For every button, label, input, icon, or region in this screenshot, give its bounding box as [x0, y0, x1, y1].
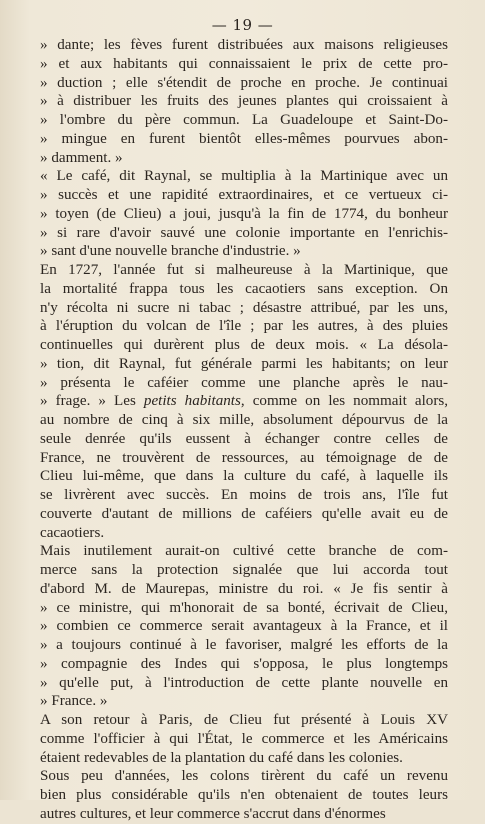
text-line: » si rare d'avoir sauvé une colonie importante en l'enrichis-	[40, 224, 448, 241]
text-line: » présenta le caféier comme une planche après le nau-	[40, 374, 448, 391]
page-number: — 19 —	[211, 16, 274, 34]
text-line: » l'ombre du père commun. La Guadeloupe et Saint-Do-	[40, 112, 448, 128]
text-line: » succès et une rapidité extraordinaires, et ce vertueux ci-	[40, 187, 448, 203]
text-line: la mortalité frappa tous les cacaotiers sans exception. On	[40, 280, 448, 297]
text-line: n'y récolta ni sucre ni tabac ; désastre attribué, par les uns,	[40, 299, 448, 316]
text-line: » à distribuer les fruits des jeunes plantes qui croissaient à	[40, 93, 448, 110]
text-line: bien plus considérable qu'ils n'en obtenaient de toutes leurs	[40, 787, 448, 803]
paragraph	[40, 711, 448, 767]
paragraph	[40, 167, 448, 261]
text-line: se livrèrent avec succès. En moins de trois ans, l'île fut	[40, 487, 448, 503]
text-line: » damment. »	[40, 149, 123, 166]
paragraph	[40, 542, 448, 711]
paragraph	[40, 36, 448, 167]
paragraph	[40, 767, 448, 823]
text-line: En 1727, l'année fut si malheureuse à la Martinique, que	[40, 262, 448, 278]
text-line: France, ne trouvèrent de ressources, au témoignage de de	[40, 449, 448, 466]
text-line: autres cultures, et leur commerce s'accrut dans d'énormes	[40, 805, 386, 822]
text-line: » mingue en furent bientôt elles-mêmes pourvues abon-	[40, 130, 448, 147]
text-line: cacaotiers.	[40, 524, 105, 541]
text-line: seule denrée qu'ils eussent à échanger contre celles de	[40, 430, 448, 447]
text-line: A son retour à Paris, de Clieu fut présenté à Louis XV	[40, 712, 448, 728]
text-line: couverte d'autant de millions de caféiers qu'elle avait eu de	[40, 505, 448, 522]
text-line: » France. »	[40, 693, 108, 710]
text-line: » duction ; elle s'étendit de proche en proche. Je continuai	[40, 74, 448, 91]
paragraph	[40, 261, 448, 542]
text-line: » dante; les fèves furent distribuées aux maisons religieuses	[40, 37, 448, 53]
text-line: » compagnie des Indes qui s'opposa, le plus longtemps	[40, 655, 448, 672]
text-line: d'abord M. de Maurepas, ministre du roi. « Je fis sentir à	[40, 580, 448, 597]
body-text	[40, 36, 448, 824]
text-line: Clieu lui-même, que dans la culture du café, à laquelle ils	[40, 468, 448, 485]
text-line: continuelles qui durèrent plus de deux mois. « La désola-	[40, 337, 448, 353]
text-line: à l'éruption du volcan de l'île ; par les autres, à des pluies	[40, 318, 448, 335]
text-line: Sous peu d'années, les colons tirèrent du café un revenu	[40, 768, 448, 785]
text-line: étaient redevables de la plantation du café dans les colonies.	[40, 749, 403, 766]
text-line: merce sans la protection signalée que lui accorda tout	[40, 562, 448, 578]
text-line: » toyen (de Clieu) a joui, jusqu'à la fin de 1774, du bonheur	[40, 205, 448, 222]
text-line: » ce ministre, qui m'honorait de sa bonté, écrivait de Clieu,	[40, 599, 448, 616]
text-line: » qu'elle put, à l'introduction de cette plante nouvelle en	[40, 674, 448, 691]
text-line: comme l'officier à qui l'État, le commerce et les Américains	[40, 730, 448, 747]
text-line: » frage. » Les petits habitants, comme on les nommait alors,	[40, 393, 448, 410]
text-line: » a toujours continué à le favoriser, malgré les efforts de la	[40, 637, 448, 653]
text-line: » tion, dit Raynal, fut générale parmi les habitants; on leur	[40, 355, 448, 372]
text-line: » combien ce commerce serait avantageux à la France, et il	[40, 618, 448, 635]
text-line: » et aux habitants qui connaissaient le prix de cette pro-	[40, 55, 448, 72]
text-line: « Le café, dit Raynal, se multiplia à la Martinique avec un	[40, 168, 448, 185]
text-line: » sant d'une nouvelle branche d'industrie. »	[40, 243, 301, 260]
text-line: au nombre de cinq à six mille, absolument dépourvus de la	[40, 412, 448, 428]
italic-phrase: petits habitants	[143, 393, 241, 410]
text-line: Mais inutilement aurait-on cultivé cette branche de com-	[40, 543, 448, 560]
